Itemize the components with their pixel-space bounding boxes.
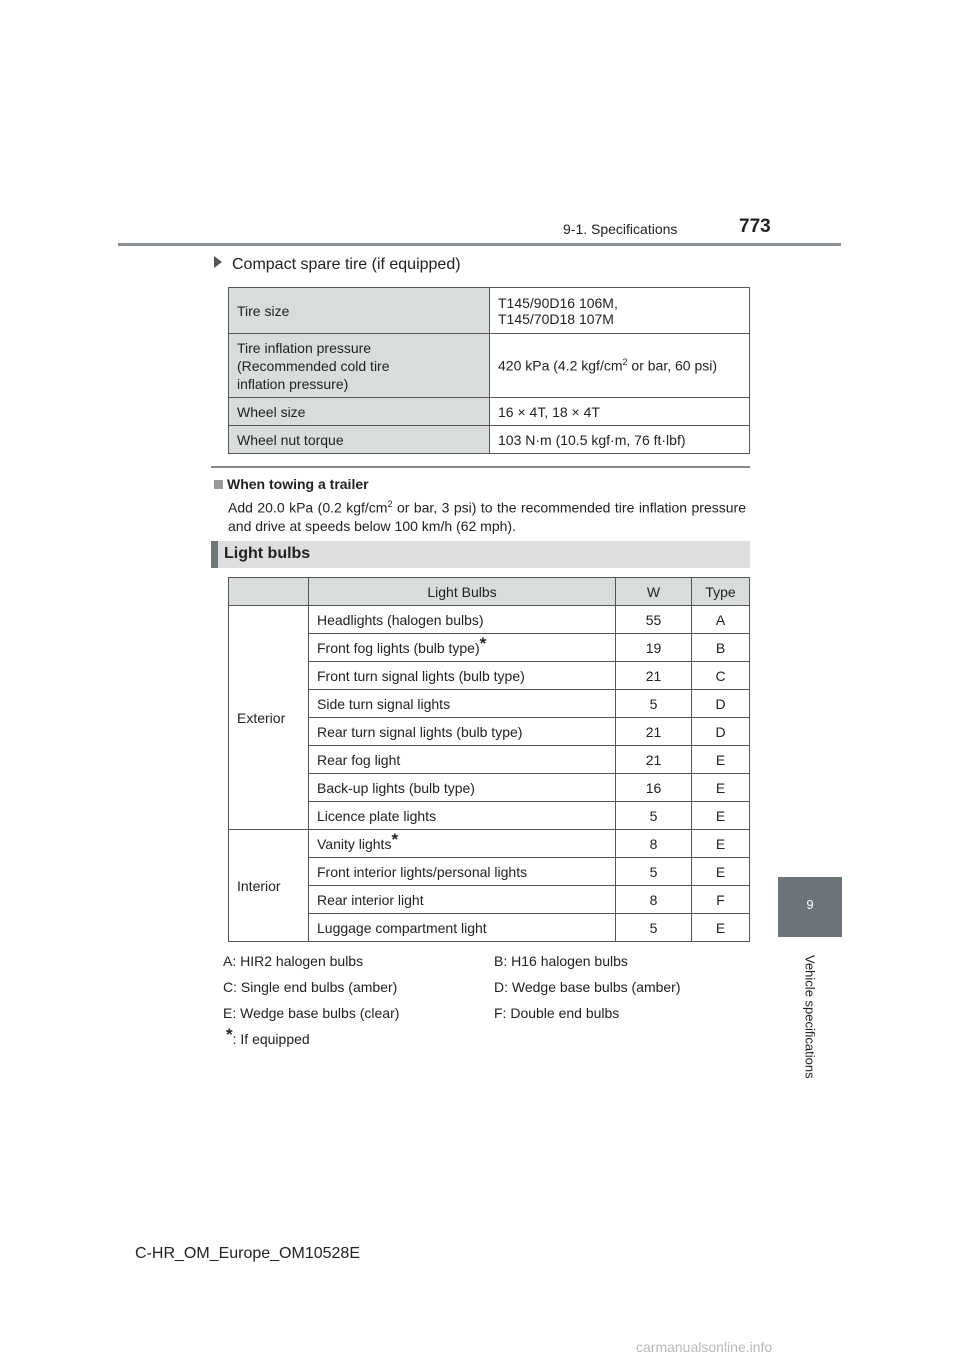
bulb-type: E [692,858,750,886]
wattage: 21 [616,746,692,774]
wattage: 19 [616,634,692,662]
group-cell: Interior [229,830,309,942]
table-row [229,830,750,858]
towing-title-text: When towing a trailer [227,476,369,492]
bulb-name: Rear turn signal lights (bulb type) [309,718,616,746]
bulb-name-cell [309,634,616,662]
bulb-type: F [692,886,750,914]
cell-text: T145/70D18 107M [498,310,614,327]
cell-text: Tire inflation pressure [237,339,372,356]
wattage: 5 [616,858,692,886]
cell-text: Wheel nut torque [237,431,344,448]
legend-item: C: Single end bulbs (amber) [223,979,398,995]
watermark: carmanualsonline.info [636,1339,773,1355]
bulb-name: Side turn signal lights [309,690,616,718]
square-bullet-icon [214,480,223,489]
legend-item: E: Wedge base bulbs (clear) [223,1005,400,1021]
cell-text: or bar, 60 psi) [627,357,718,374]
heading-accent-bar [211,541,218,568]
table-row [229,288,750,334]
bulb-type: E [692,914,750,942]
bulb-name: Front interior lights/personal lights [309,858,616,886]
legend-item: D: Wedge base bulbs (amber) [494,979,681,995]
table-row [229,334,750,398]
towing-paragraph [228,495,746,535]
chapter-title-vertical [800,955,820,1095]
cell-text: (Recommended cold tire [237,357,390,374]
superscript: 2 [387,499,393,509]
footnote-text: : If equipped [232,1031,310,1047]
bulb-name: Front fog lights (bulb type) [317,639,480,656]
document-id: C-HR_OM_Europe_OM10528E [135,1245,360,1262]
asterisk-icon: * [391,829,399,849]
wattage: 16 [616,774,692,802]
light-bulbs-heading-text: Light bulbs [224,545,311,562]
cell-text: T145/90D16 106M, [498,294,618,311]
bulb-type: D [692,690,750,718]
bulb-name: Front turn signal lights (bulb type) [309,662,616,690]
spare-tire-table [228,287,750,454]
superscript: 2 [622,357,628,368]
section-label: 9-1. Specifications [563,221,678,237]
table-cell-value [490,426,750,454]
spare-tire-heading [214,256,461,274]
bulb-name: Headlights (halogen bulbs) [309,606,616,634]
cell-text: Wheel size [237,403,306,420]
table-cell-label [229,288,490,334]
cell-text: 420 kPa (4.2 kgf/cm [498,357,623,374]
bulb-type: D [692,718,750,746]
cell-text: 103 N·m (10.5 kgf·m, 76 ft·lbf) [498,431,686,448]
legend-item: F: Double end bulbs [494,1005,620,1021]
wattage: 55 [616,606,692,634]
light-bulbs-table [228,577,750,942]
page-number: 773 [739,216,771,237]
paragraph-text: Add 20.0 kPa (0.2 kgf/cm [228,499,388,516]
bulb-type: E [692,802,750,830]
column-header: Light Bulbs [309,578,616,606]
header-rule [118,243,841,246]
column-header: Type [692,578,750,606]
chapter-number: 9 [806,897,814,912]
bulb-name: Back-up lights (bulb type) [309,774,616,802]
wattage: 5 [616,802,692,830]
wattage: 5 [616,690,692,718]
cell-text: inflation pressure) [237,375,349,392]
table-cell-label [229,334,490,398]
bulb-type: E [692,774,750,802]
spare-tire-heading-text: Compact spare tire (if equipped) [232,256,461,273]
triangle-bullet-icon [214,256,222,268]
asterisk-icon: * [479,633,487,653]
table-row [229,606,750,634]
chapter-tab [778,877,842,937]
asterisk-icon: * [226,1025,233,1044]
table-cell-label [229,426,490,454]
legend-item: B: H16 halogen bulbs [494,953,628,969]
bulb-type: A [692,606,750,634]
wattage: 5 [616,914,692,942]
column-header [229,578,309,606]
bulb-name: Rear interior light [309,886,616,914]
bulb-name: Luggage compartment light [309,914,616,942]
bulb-name: Rear fog light [309,746,616,774]
table-row [229,426,750,454]
bulb-name-cell [309,830,616,858]
table-cell-value [490,398,750,426]
column-header: W [616,578,692,606]
table-cell-label [229,398,490,426]
bulb-type: B [692,634,750,662]
table-header-row [229,578,750,606]
wattage: 21 [616,718,692,746]
bulb-type: E [692,830,750,858]
wattage: 21 [616,662,692,690]
wattage: 8 [616,830,692,858]
paragraph-text: or bar, 3 psi) to the recommended tire inflation pressure and drive at speeds below 100 km/h (62 mph). [228,499,746,534]
cell-text: Tire size [237,302,290,319]
table-cell-value [490,334,750,398]
section-divider [211,466,750,468]
bulb-type: C [692,662,750,690]
towing-title [214,476,369,492]
bulb-name: Vanity lights [317,835,392,852]
cell-text: 16 × 4T, 18 × 4T [498,403,600,420]
table-cell-value [490,288,750,334]
light-bulbs-heading [211,541,750,568]
footnote [226,1025,310,1047]
group-cell: Exterior [229,606,309,830]
legend-item: A: HIR2 halogen bulbs [223,953,364,969]
bulb-type: E [692,746,750,774]
wattage: 8 [616,886,692,914]
chapter-title: Vehicle specifications [802,955,818,1079]
table-row [229,398,750,426]
bulb-name: Licence plate lights [309,802,616,830]
